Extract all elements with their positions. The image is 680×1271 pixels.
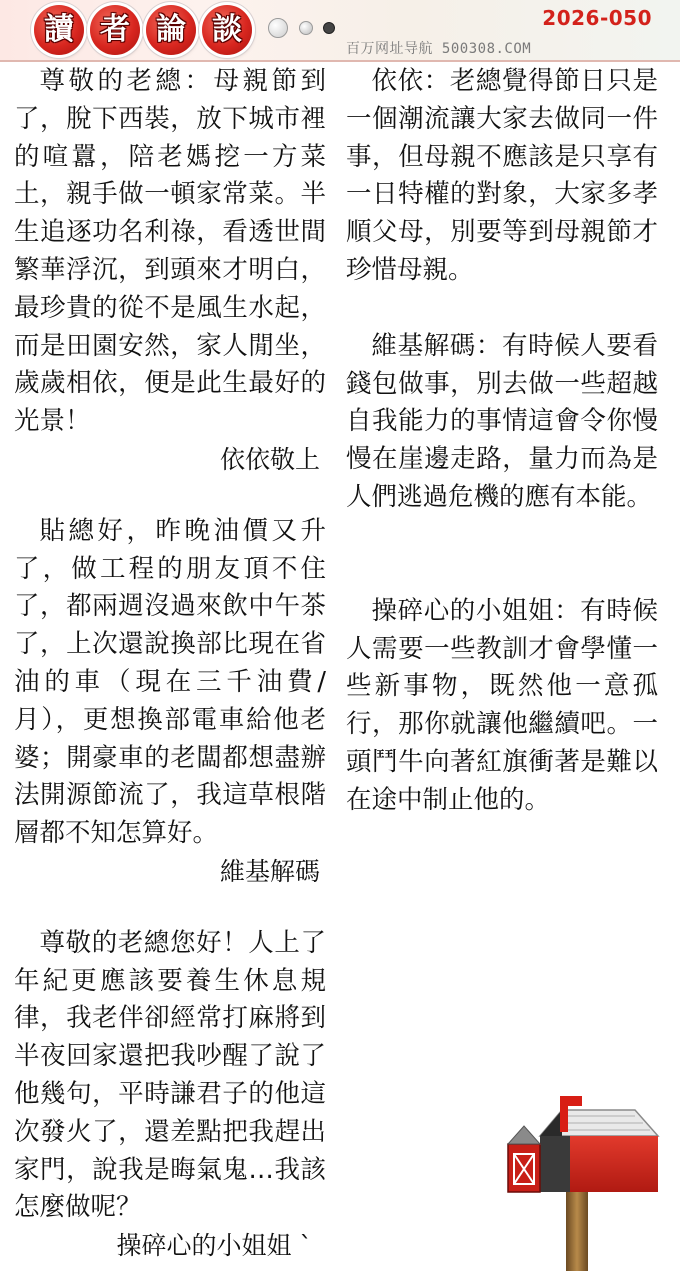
editor-reply-3 <box>346 593 658 820</box>
reply-text: 維基解碼：有時候人要看錢包做事，別去做一些超越自我能力的事情這會令你慢慢在崖邊走路，量力而為是人們逃過危機的應有本能。 <box>346 330 658 512</box>
header-banner <box>0 0 680 62</box>
letter-text: 貼總好，昨晚油價又升了，做工程的朋友頂不住了，都兩週沒過來飲中午茶了，上次還說換部比現在省油的車（現在三千油費/月），更想換部電車給他老婆；開豪車的老闆都想盡辦法開源節流了，我這草根階層都不知怎算好。 <box>14 515 326 849</box>
mailbox-icon <box>500 1096 660 1271</box>
letter-text: 尊敬的老總：母親節到了，脫下西裝，放下城市裡的喧囂，陪老媽挖一方菜土，親手做一頓家常菜。半生追逐功名利祿，看透世間繁華浮沉，到頭來才明白，最珍貴的從不是風生水起，而是田園安然，家人閒坐，歲歲相依，便是此生最好的光景！ <box>14 66 326 437</box>
letter-signature: 維基解碼 <box>219 856 320 886</box>
letter-text: 尊敬的老總您好！人上了年紀更應該要養生休息規律，我老伴卻經常打麻將到半夜回家還把我吵醒了說了他幾句，平時謙君子的他這次發火了，還差點把我趕出家門，說我是晦氣鬼…我該怎麼做呢？ <box>14 927 326 1223</box>
title-char-2: 者 <box>90 5 140 55</box>
decor-dot-large <box>268 18 288 38</box>
letter-signature: 依依敬上 <box>219 444 320 474</box>
title-char-3: 論 <box>146 5 196 55</box>
editor-reply-2 <box>346 328 658 517</box>
issue-number: 2026-050 <box>542 6 652 30</box>
site-watermark: 百万网址导航 500308.COM <box>346 41 532 57</box>
decor-dot-medium <box>299 21 313 35</box>
letter-signature: 操碎心的小姐姐 ` <box>116 1231 312 1261</box>
reply-text: 操碎心的小姐姐：有時候人需要一些教訓才會學懂一些新事物，既然他一意孤行，那你就讓他繼續吧。一頭鬥牛向著紅旗衝著是難以在途中制止他的。 <box>346 595 658 815</box>
reader-letter-3 <box>14 925 326 1265</box>
reply-text: 依依：老總覺得節日只是一個潮流讓大家去做同一件事，但母親不應該是只享有一日特權的對象，大家多孝順父母，別要等到母親節才珍惜母親。 <box>346 66 658 285</box>
editor-reply-1 <box>346 63 658 290</box>
right-column <box>346 62 658 820</box>
decor-dot-dark <box>323 22 335 34</box>
title-char-1: 讀 <box>34 5 84 55</box>
title-char-4: 談 <box>202 5 252 55</box>
reader-letter-2 <box>14 513 326 891</box>
reader-letter-1 <box>14 63 326 479</box>
left-column <box>14 62 326 1265</box>
